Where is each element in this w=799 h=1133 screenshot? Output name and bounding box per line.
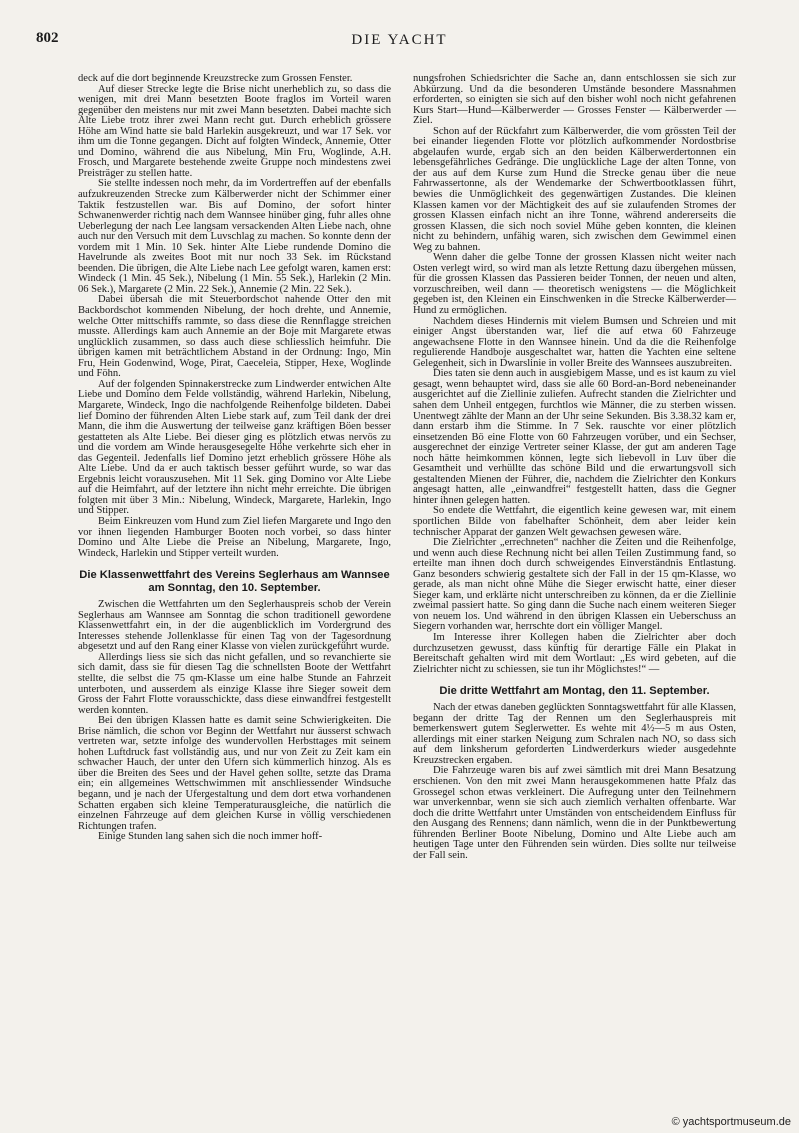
paragraph: Bei den übrigen Klassen hatte es damit seine Schwierigkeiten. Die Brise nämlich, die schon vor Beginn der Wettfahrt nur äusserst schwach vertreten war, setzte infolge des wundervollen Herbsttages mit seinem hohen Luftdruck fast vollständig aus, und nur von Zeit zu Zeit kam ein schwacher Hauch, der unter den Ufern sich kümmerlich hinzog. Als es über die Breiten des Sees und der Havel gehen sollte, setzte das Drama ein; ein allgemeines Wettschwimmen mit anschliessender Windsuche begann, und je nach der Ufergestaltung und dem dort etwa vorhandenen Schatten ergaben sich kleine Temperaturausgleiche, die natürlich die einzelnen Fahrzeuge auf dem gleichen Kurse in völlig verschiedenen Richtungen trafen. xyxy=(78,715,391,832)
page-number: 802 xyxy=(36,30,59,46)
paragraph: Allerdings liess sie sich das nicht gefallen, und so revanchierte sie sich damit, dass sie für diesen Tag die schnellsten Boote der Wettfahrt stellte, die selbst die 75 qm-Klasse um eine halbe Stunde an Fahrzeit unterboten, und ausserdem als einzige Klasse ihre Sieger soweit dem Gross der Fahrt Flotte vorausschickte, dass diese einwandfrei festgestellt werden konnten. xyxy=(78,651,391,716)
paragraph: Sie stellte indessen noch mehr, da im Vordertreffen auf der ebenfalls aufzukreuzenden Strecke zum Kälberwerder nicht der Schimmer einer Taktik festzustellen war. Bis auf Domino, der sofort hinter Schwanenwerder richtig nach dem Wannsee hinüber ging, fuhr alles ohne Ueberlegung der nach Lee langsam versackenden Alten Liebe nach, ohne auch nur den Versuch mit dem Luvschlag zu machen. So konnte denn der vordem mit 1 Min. 10 Sek. hinter Alte Liebe rundende Domino die Havelrunde als zweites Boot mit nur noch 33 Sek. im Rückstand beenden. Die übrigen, die Alte Liebe nach Lee gefolgt waren, kamen erst: Windeck (1 Min. 45 Sek.), Nibelung (1 Min. 55 Sek.), Harlekin (2 Min. 06 Sek.), Margarete (2 Min. 22 Sek.), Annemie (2 Min. 22 Sek.). xyxy=(78,178,391,295)
copyright-credit: © yachtsportmuseum.de xyxy=(671,1116,791,1128)
section-heading-dritte-wettfahrt: Die dritte Wettfahrt am Montag, den 11. September. xyxy=(439,685,710,698)
paragraph: Die Zielrichter „errechneten“ nachher die Zeiten und die Reihenfolge, und wenn auch diese Rechnung nicht bei allen Teilen Zustimmung fand, so erteilte man ihnen doch durch schweigendes Einverständnis Entlastung. Ganz besonders schwierig gestaltete sich der Fall in der 15 qm-Klasse, wo gerade, als man nicht ohne Mühe die Sieger erwischt hatte, einer dieser Sieger kam, und erklärte nicht unterschreiben zu können, da er die Ziellinie zweimal passiert hatte. So ging dann die Suche nach einem weiteren Sieger von neuem los. Und während in den übrigen Klassen ein Ueberschuss an Siegern vorhanden war, herrschte dort ein völliger Mangel. xyxy=(413,537,736,633)
paragraph: deck auf die dort beginnende Kreuzstrecke zum Grossen Fenster. xyxy=(78,73,353,84)
paragraph: Schon auf der Rückfahrt zum Kälberwerder, die vom grössten Teil der bei einander liegenden Flotte vor plötzlich aufkommender Nordostbrise abgelaufen wurde, ergab sich an den beiden Kälberwerdertonnen ein lebensgefährliches Gedränge. Die unglückliche Lage der alten Tonne, von der aus auf dem Kurse zum Hund die Strecke genau über die neue Fahrwassertonne, als der Wendemarke der Schwertbootklassen führt, bewies die Unmöglichkeit des gegenwärtigen Zustandes. Die kleinen Klassen kamen vor der Mächtigkeit des auf sie zulaufenden Stromes der grossen Klassen einfach nicht an ihre Tonne, während andererseits die grossen Klassen, die sich noch soviel Mühe geben konnten, die kleinen nicht zu behindern, unfähig waren, sich zwischen dem Gewimmel einen Weg zu bahnen. xyxy=(413,125,736,253)
section-heading-klassenwettfahrt: Die Klassenwettfahrt des Vereins Seglerhaus am Wannsee am Sonntag, den 10. September. xyxy=(79,569,390,595)
paragraph: Nachdem dieses Hindernis mit vielem Bumsen und Schreien und mit einiger Angst überstanden war, lief die auf etwa 60 Fahrzeuge angewachsene Flotte in den Wannsee hinein. Und da die die Reihenfolge regulierende Handboje ausgeschaltet war, hatten die Yachten eine seltene Gelegenheit, sich in Dwarslinie in voller Breite des Wannsees auszubreiten. xyxy=(413,315,736,369)
paragraph: So endete die Wettfahrt, die eigentlich keine gewesen war, mit einem sportlichen Bilde von fabelhafter Schönheit, dem aber leider kein technischer Apparat der ganzen Welt gewachsen gewesen wäre. xyxy=(413,505,736,538)
paragraph: Wenn daher die gelbe Tonne der grossen Klassen nicht weiter nach Osten verlegt wird, so wird man als letzte Rettung dazu übergehen müssen, für die grossen Klassen das Passieren beider Tonnen, der neuen und alten, vorzuschreiben, weil dann — theoretisch wenigstens — die Möglichkeit gegeben ist, den Kleinen ein Einschwenken in die Strecke Kälberwerder—Hund zu ermöglichen. xyxy=(413,252,736,317)
paragraph: Im Interesse ihrer Kollegen haben die Zielrichter aber doch durchzusetzen gewusst, dass künftig für derartige Fälle ein Plakat in Bereitschaft gehalten wird mit dem Wortlaut: „Es wird gebeten, auf die Zielrichter nicht zu schiessen, sie tun ihr Möglichstes!“ — xyxy=(413,631,736,675)
paragraph: Auf dieser Strecke legte die Brise nicht unerheblich zu, so dass die wenigen, mit drei Mann besetzten Boote fraglos im Vorteil waren gegenüber den meistens nur mit zwei Mann besetzten. Dabei machte sich Alte Liebe trotz ihrer zwei Mann recht gut. Durch erheblich grössere Höhe am Wind hatte sie bald Harlekin ausgekreuzt, und war 17 Sek. vor ihm um die Tonne gegangen. Dicht auf folgten Windeck, Annemie, Otter und Domino, während die aus Nibelung, Min Fru, Woglinde, A.H. Frosch, und Margarete bestehende zweite Gruppe noch mindestens zwei Preisträger zu stellen hatte. xyxy=(78,83,391,179)
paragraph: Die Fahrzeuge waren bis auf zwei sämtlich mit drei Mann Besatzung erschienen. Von den mit zwei Mann herausgekommenen hatte Pfalz das Grossegel schon etwas verkleinert. Die Aufregung unter den Teilnehmern war unverkennbar, wenn sie sich auch ziemlich verhalten offenbarte. War doch die dritte Wettfahrt unter Umständen von entscheidendem Einfluss für den Ausgang des Rennens; dann nämlich, wenn die in der Punktbewertung führenden Berliner Boote Nibelung, Domino und Alte Liebe auch am heutigen Tage unter den Führenden sein würden. Dies sollte nur teilweise der Fall sein. xyxy=(413,765,736,861)
paragraph: Beim Einkreuzen vom Hund zum Ziel liefen Margarete und Ingo den vor ihnen liegenden Hamburger Booten noch vorbei, so dass hinter Domino und Alte Liebe die Preise an Nibelung, Margarete, Ingo, Windeck, Harlekin und Stipper verteilt wurden. xyxy=(78,515,391,559)
paragraph: Dabei übersah die mit Steuerbordschot nahende Otter den mit Backbordschot kommenden Nibelung, der hoch drehte, und Annemie, welche Otter mittschiffs rammte, so dass diese die Rennflagge streichen musste. Allerdings kam auch Annemie an der Boje mit Margarete etwas unglücklich zusammen, so dass auch diese schliesslich heimfuhr. Die übrigen kamen mit beträchtlichem Abstand in der Ordnung: Ingo, Min Fru, Hein Godenwind, Woge, Pirat, Caeceleia, Stipper, Hexe, Woglinde und Föhn. xyxy=(78,294,391,380)
left-column xyxy=(78,74,391,843)
paragraph: Einige Stunden lang sahen sich die noch immer hoff- xyxy=(98,831,323,843)
paragraph: nungsfrohen Schiedsrichter die Sache an, dann entschlossen sie sich zur Abkürzung. Und da die besonderen Umstände besondere Massnahmen erforderten, so einigten sie sich auf den bisher wohl noch nicht gefahrenen Kurs Start—Hund—Kälberwerder — Grosses Fenster — Kälberwerder — Ziel. xyxy=(413,73,736,127)
paragraph: Dies taten sie denn auch in ausgiebigem Masse, und es ist kaum zu viel gesagt, wenn behauptet wird, dass sie alle 60 Bord-an-Bord nebeneinander ausgerichtet auf die Ziellinie zuliefen. Aufrecht standen die Zielrichter und sahen dem Unheil entgegen, furchtlos wie Männer, die zu sterben wissen. Unentwegt zählte der Mann an der Uhr seine Sekunden. Bis 3.38.32 kam er, dann erstarb ihm die Stimme. In 7 Sek. rauschte vor einer plötzlich einsetzenden Bö eine Flotte von 60 Fahrzeugen vorüber, und ein Sechser, ausgerechnet der einzige Vertreter seiner Klasse, der gut am anderen Tage noch hätte heimkommen können, legte sich liebevoll in Luv über die Gesamtheit und verhüllte das schöne Bild und die erwartungsvoll sich gestaltenden Mienen der Führer, die, nachdem die Zielrichter den Konkurs angesagt hatten, alle „einwandfrei“ festgestellt hatten, dass die Gegner hinter ihnen gelegen hatten. xyxy=(413,368,736,506)
paragraph: Nach der etwas daneben geglückten Sonntagswettfahrt für alle Klassen, begann der dritte Tag der Rennen um den Seglerhauspreis mit bemerkenswert gutem Seglerwetter. Es wehte mit 4½—5 m aus Osten, allerdings mit einer starken Neigung zum Schralen nach NO, so dass sich auf dem linksherum geforderten Lindwerderkurs wieder ausgedehnte Kreuzstrecken ergaben. xyxy=(413,702,736,766)
right-column xyxy=(413,74,736,861)
paragraph: Auf der folgenden Spinnakerstrecke zum Lindwerder entwichen Alte Liebe und Domino dem Felde vollständig, während Harlekin, Nibelung, Margarete, Windeck, Ingo die nachfolgende Reihenfolge bildeten. Dabei lief Domino der führenden Alten Liebe stark auf, zum Teil dank der drei Mann, die ihm die Auswertung der teilweise ganz kräftigen Böen besser gestatteten als Alte Liebe. Bei dieser ging es plötzlich etwas nervös zu und die vordem am Winde herausgesegelte Höhe verkehrte sich eher in das Gegenteil. Jedenfalls lief Domino jetzt erheblich grössere Höhe als Alte Liebe. Und da er auch taktisch besser geführt wurde, so war das Ergebnis leicht vorauszusehen. Mit 11 Sek. ging Domino vor Alte Liebe auf die Heimfahrt, auf der letztere ihn nicht mehr erreichte. Die übrigen folgten mit über 3 Min.: Nibelung, Windeck, Margarete, Harlekin, Ingo und Stipper. xyxy=(78,378,391,517)
running-title: DIE YACHT xyxy=(351,32,448,48)
paragraph: Zwischen die Wettfahrten um den Seglerhauspreis schob der Verein Seglerhaus am Wannsee am Sonntag die schon traditionell gewordene Klassenwettfahrt ein, in der die augenblicklich im Vordergrund des Interesses stehende Jollenklasse für einen Tag von der Tagesordnung abgesetzt und auf den Rang einer Klasse von vielen zurückgeführt wurde. xyxy=(78,599,391,653)
